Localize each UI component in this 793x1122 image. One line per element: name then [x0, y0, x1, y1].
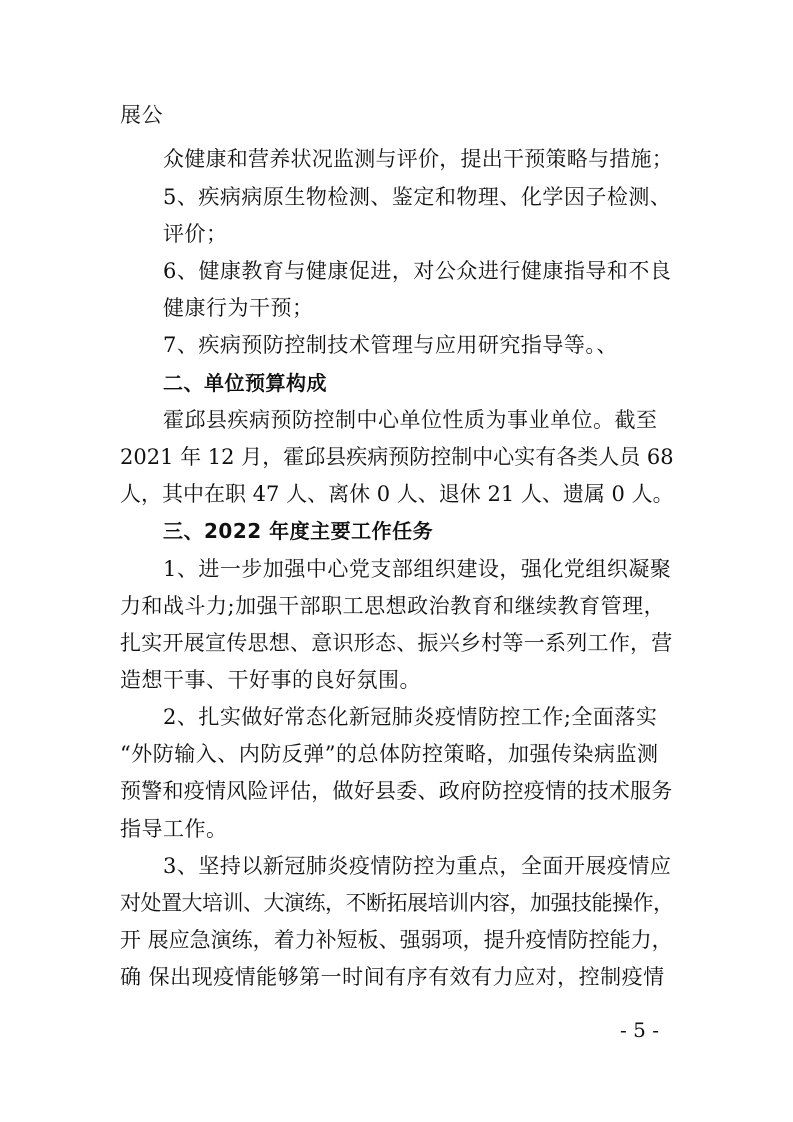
text-line: 扎实开展宣传思想、意识形态、振兴乡村等一系列工作，营: [120, 631, 673, 655]
text-line: 6、健康教育与健康促进，对公众进行健康指导和不良: [163, 259, 672, 283]
section-heading: 三、2022 年度主要工作任务: [163, 519, 434, 543]
text-line: 造想干事、干好事的良好氛围。: [120, 668, 421, 692]
text-line: “外防输入、内防反弹”的总体防控策略，加强传染病监测: [120, 742, 659, 766]
text-line: 评价；: [163, 222, 228, 246]
text-line: 展公: [120, 103, 163, 127]
text-line: 2、扎实做好常态化新冠肺炎疫情防控工作;全面落实: [163, 705, 658, 729]
page-number: - 5 -: [620, 1018, 659, 1042]
text-line: 1、进一步加强中心党支部组织建设，强化党组织凝聚: [163, 557, 672, 581]
text-line: 5、疾病病原生物检测、鉴定和物理、化学因子检测、: [163, 185, 672, 209]
text-line: 7、疾病预防控制技术管理与应用研究指导等。、: [163, 333, 618, 357]
text-line: 众健康和营养状况监测与评价，提出干预策略与措施；: [163, 147, 673, 171]
text-line: 对处置大培训、大演练，不断拓展培训内容，加强技能操作，: [120, 891, 674, 915]
text-line: 3、坚持以新冠肺炎疫情防控为重点，全面开展疫情应: [163, 854, 672, 878]
text-line: 健康行为干预；: [163, 296, 314, 320]
text-line: 指导工作。: [120, 817, 228, 841]
text-line: 人，其中在职 47 人、离休 0 人、退休 21 人、遗属 0 人。: [120, 482, 674, 506]
text-line: 开 展应急演练，着力补短板、强弱项，提升疫情防控能力，: [120, 928, 673, 952]
text-line: 预警和疫情风险评估，做好县委、政府防控疫情的技术服务: [120, 779, 673, 803]
text-line: 确 保出现疫情能够第一时间有序有效有力应对，控制疫情: [120, 965, 665, 989]
text-line: 2021 年 12 月，霍邱县疾病预防控制中心实有各类人员 68: [120, 445, 674, 469]
text-line: 力和战斗力;加强干部职工思想政治教育和继续教育管理，: [120, 594, 666, 618]
text-line: 霍邱县疾病预防控制中心单位性质为事业单位。截至: [163, 408, 658, 432]
section-heading: 二、单位预算构成: [163, 371, 327, 395]
